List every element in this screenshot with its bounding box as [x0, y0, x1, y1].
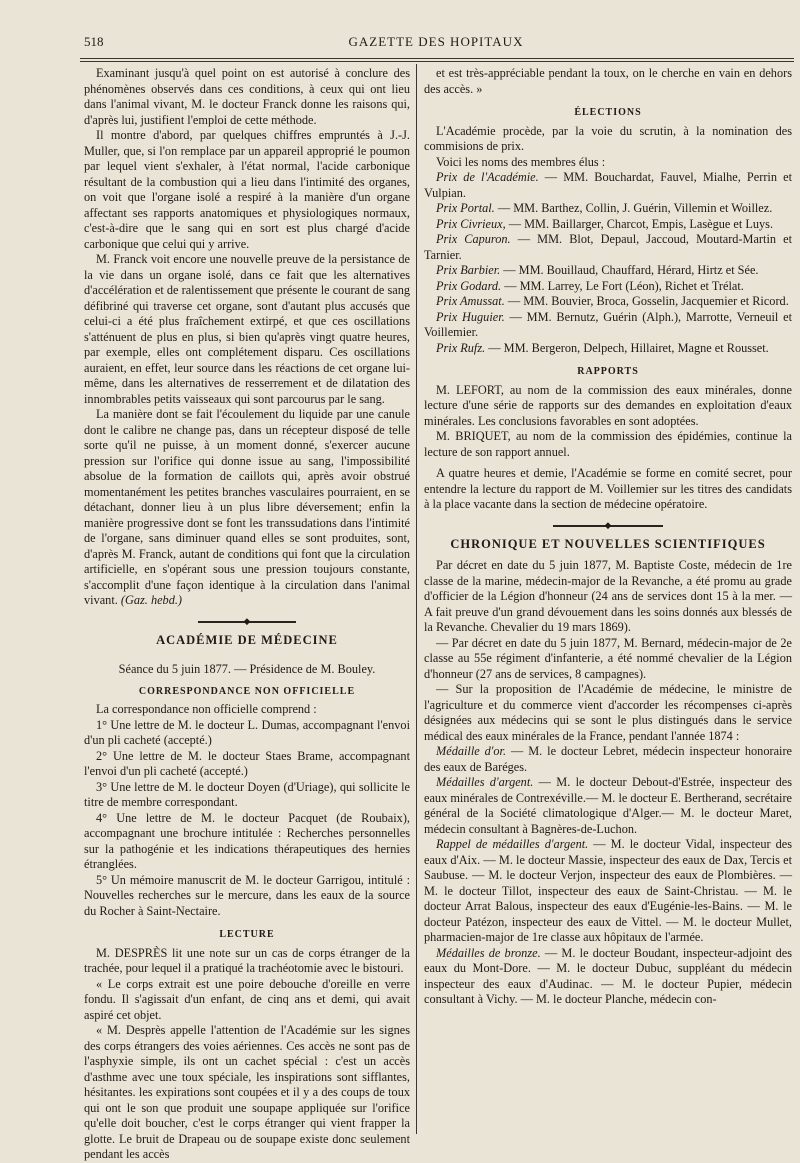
award-label: Rappel de médailles d'argent. — [436, 837, 589, 851]
paragraph: et est très-appréciable pendant la toux, on le cherche en vain en dehors des accès. » — [424, 66, 792, 96]
prize-entry — [424, 217, 792, 233]
award-entry — [424, 744, 792, 775]
paragraph: M. LEFORT, au nom de la commission des eaux minérales, donne lecture d'une série de rapports sur des demandes en exploitation d'eaux minérales. Les conclusions favorables en sont adoptées. — [424, 382, 792, 428]
paragraph-text: La manière dont se fait l'écoulement du liquide par une canule dont le calibre ne change pas, dans un récepteur disposé de telle sorte qu'il ne puisse, à un moment donné, s'exercer aucune pression sur l'orifice qui donne issue au sang, l'impossibilité absolue de la formation de caillots qui, après avoir obstrué momentanément les petites branches vasculaires pourraient, en se détachant, donner lieu à un plus libre déversement; enfin la manière progressive dont se font les transsudations dans l'intimité de l'organe, sans diminuer quand elles se sont produites, sont, d'après M. Franck, autant de conditions qui font que la circulation artificielle, en s'opérant sous une pression toujours constante, s'accomplit d'une façon identique à la circulation dans l'animal vivant. — [84, 407, 410, 607]
left-column — [84, 66, 410, 1163]
page-number: 518 — [84, 34, 104, 49]
prize-name: Prix Amussat. — [436, 294, 505, 308]
paragraph: L'Académie procède, par la voie du scrutin, à la nomination des commisions de prix. — [424, 123, 792, 153]
column-divider — [416, 64, 417, 1134]
subsection-title: RAPPORTS — [577, 366, 639, 377]
list-item: 5° Un mémoire manuscrit de M. le docteur Garrigou, intitulé : Nouvelles recherches sur le mercure, dans les eaux de la source du Rocher à Saint-Nectaire. — [84, 872, 410, 918]
prize-entry — [424, 310, 792, 341]
paragraph: A quatre heures et demie, l'Académie se forme en comité secret, pour entendre la lecture du rapport de M. Voillemier sur les titres des candidats à la place vacante dans la section de médecine opératoire. — [424, 466, 792, 511]
subsection-title: LECTURE — [219, 929, 275, 940]
paragraph — [84, 407, 410, 609]
award-entry — [424, 946, 792, 1008]
prize-entry — [424, 263, 792, 279]
source-citation: (Gaz. hebd.) — [120, 593, 183, 607]
prize-name: Prix Huguier. — [436, 309, 505, 324]
prize-members: — MM. Bergeron, Delpech, Hillairet, Magne et Rousset. — [488, 340, 769, 355]
list-item: 4° Une lettre de M. le docteur Pacquet (de Roubaix), accompagnant une brochure intitulée : Recherches personnelles sur la pathogénie et les indications thérapeutiques des hernies étranglées. — [84, 810, 410, 871]
prize-entry — [424, 201, 792, 217]
header-rule — [80, 58, 794, 59]
award-entry — [424, 837, 792, 946]
paragraph: « M. Desprès appelle l'attention de l'Académie sur les signes des corps étrangers des voies aériennes. Ces accès ne sont pas de l'asphyxie simple, ils ont un cachet spécial : c'est un accès d'asthme avec une toux spéciale, les inspirations sont sifflantes, hésitantes. les expirations sont coupées et il y a des coups de toux qui ont le son que produit une soupape appliquée sur l'orifice qu'elle doit boucher, c'est le corps étranger qui vient frapper la glotte. Le bruit de Drapeau ou de soupape existe donc seulement pendant les accès — [84, 1023, 410, 1161]
header-rule-2 — [80, 61, 794, 62]
subsection-title: CORRESPONDANCE NON OFFICIELLE — [138, 685, 356, 697]
right-column — [424, 66, 792, 1008]
prize-name: Prix Portal. — [436, 201, 495, 215]
paragraph: La correspondance non officielle comprend : — [96, 702, 317, 716]
award-label: Médaille d'or. — [436, 744, 507, 758]
session-line: Séance du 5 juin 1877. — Présidence de M. Bouley. — [118, 662, 376, 676]
prize-members: — MM. Baillarger, Charcot, Empis, Lasègue et Luys. — [508, 216, 774, 231]
prize-entry — [424, 294, 792, 310]
running-title: GAZETTE DES HOPITAUX — [348, 34, 524, 49]
prize-name: Prix Civrieux, — [436, 216, 506, 231]
paragraph: Par décret en date du 5 juin 1877, M. Baptiste Coste, médecin de 1re classe de la marine, médecin-major de la Revanche, a été promu au grade d'officier de la Légion d'honneur (24 ans de services dont 15 à la mer. — A fait preuve d'un grand dévouement dans les soins donnés aux blessés de la Revanche. Chevalier du 19 mars 1869). — [424, 558, 792, 634]
prize-entry — [424, 232, 792, 263]
prize-members: — MM. Bernutz, Guérin (Alph.), Marrotte, Verneuil et Voillemier. — [424, 309, 792, 339]
prize-name: Prix Capuron. — [436, 232, 511, 246]
prize-entry — [424, 341, 792, 357]
paragraph: Examinant jusqu'à quel point on est autorisé à conclure des phénomènes observés dans ces conditions, à ceux qui ont lieu dans l'animal vivant, M. le docteur Franck donne les raisons qui, d'après lui, justifient l'emploi de cette méthode. — [84, 66, 410, 127]
prize-members: — MM. Barthez, Collin, J. Guérin, Villemin et Woillez. — [497, 201, 773, 215]
award-text: — M. le docteur Lebret, médecin inspecteur honoraire des eaux de Baréges. — [424, 744, 793, 774]
paragraph: — Par décret en date du 5 juin 1877, M. Bernard, médecin-major de 2e classe au 55e régiment d'infanterie, a été nommé chevalier de la Légion d'honneur (27 ans de services, 8 campagnes). — [424, 635, 792, 681]
section-title: ACADÉMIE DE MÉDECINE — [156, 632, 338, 647]
prize-name: Prix Barbier. — [436, 263, 501, 277]
prize-name: Prix de l'Académie. — [436, 170, 539, 184]
prize-name: Prix Rufz. — [436, 340, 486, 355]
award-label: Médailles de bronze. — [436, 945, 541, 960]
prize-members: — MM. Larrey, Le Fort (Léon), Richet et Trélat. — [504, 278, 744, 293]
prize-members: — MM. Bouchardat, Fauvel, Mialhe, Perrin et Vulpian. — [424, 170, 792, 200]
award-text: — M. le docteur Debout-d'Estrée, inspecteur des eaux minérales de Contrexéville.— M. le docteur E. Bertherand, secrétaire général de la Société climatologique d'Alger.— M. le docteur Maret, médecin consultant à Bagnères-de-Luchon. — [424, 775, 792, 836]
prize-members: — MM. Bouillaud, Chauffard, Hérard, Hirtz et Sée. — [503, 263, 759, 277]
paragraph: « Le corps extrait est une poire debouche d'oreille en verre fondu. Il s'agissait d'un enfant, de cinq ans et demi, qui avait aspiré cet objet. — [84, 976, 410, 1022]
paragraph: — Sur la proposition de l'Académie de médecine, le ministre de l'agriculture et du commerce vient d'accorder les récompenses ci-après désignées aux médecins qui se sont le plus distingués dans le service médical des eaux minérales de la France, pendant l'année 1874 : — [424, 682, 792, 743]
award-entry — [424, 775, 792, 837]
list-item: 1° Une lettre de M. le docteur L. Dumas, accompagnant l'envoi d'un pli cacheté (accepté.) — [84, 717, 410, 747]
paragraph: M. BRIQUET, au nom de la commission des épidémies, continue la lecture de son rapport annuel. — [424, 429, 792, 459]
paragraph: M. Franck voit encore une nouvelle preuve de la persistance de la vie dans un organe isolé, dans ce fait que les alternatives d'accélération et de ralentissement que présente le courant de sang défibriné qui traverse cet organe, sont d'autant plus accusés que celui-ci a été plus fraîchement extirpé, et que ces oscillations s'atténuent de plus en plus, si bien qu'après vingt quatre heures, par exemple, elles ont complétement disparu. Ces oscillations auraient, en effet, leur source dans les réactions de cet organe lui-même, dans les alternatives de resserrement et de dilatation des innombrables petits vaisseaux qui sont parcourus par le sang. — [84, 252, 410, 406]
award-text: — M. le docteur Vidal, inspecteur des eaux d'Aix. — M. le docteur Massie, inspecteur des eaux de Dax, Tercis et Saubuse. — M. le docteur Verjon, inspecteur des eaux de Plombières. — M. le docteur Tillot, inspecteur des eaux de Saint-Christau. — M. le docteur Arrat Balous, inspecteur des eaux d'Eugénie-les-Bains. — M. le docteur Patézon, inspecteur des eaux de Vittel. — M. le docteur Mullet, pharmacien-major de 1re classe aux hôpitaux de l'armée. — [424, 837, 793, 944]
section-title: CHRONIQUE ET NOUVELLES SCIENTIFIQUES — [450, 536, 766, 551]
paragraph: Voici les noms des membres élus : — [436, 154, 606, 169]
prize-name: Prix Godard. — [436, 278, 502, 293]
section-ornament — [84, 615, 410, 627]
prize-members: — MM. Blot, Depaul, Jaccoud, Moutard-Martin et Tarnier. — [424, 232, 793, 262]
prize-entry — [424, 279, 792, 295]
prize-members: — MM. Bouvier, Broca, Gosselin, Jacquemier et Ricord. — [507, 294, 789, 308]
subsection-title: ÉLECTIONS — [574, 107, 642, 118]
section-ornament — [424, 519, 792, 531]
list-item: 2° Une lettre de M. le docteur Staes Brame, accompagnant l'envoi d'un pli cacheté (accepté.) — [84, 748, 410, 778]
paragraph: Il montre d'abord, par quelques chiffres empruntés à J.-J. Muller, que, si l'on remplace par un appareil approprié le poumon par lequel vient s'exhaler, à l'état normal, l'acide carbonique résultant de la combustion qui a lieu dans l'intimité des organes, on voit que l'organe isolé a respiré à la manière d'un organe affectant ses rapports anatomiques et physiologiques normaux, c'est-à-dire que le sang qui en sort est plus chargé d'acide carbonique que celui qui y arrive. — [84, 128, 410, 251]
prize-entry — [424, 170, 792, 201]
award-text: — M. le docteur Boudant, inspecteur-adjoint des eaux du Mont-Dore. — M. le docteur Dubuc, suppléant du médecin inspecteur des eaux d'Audinac. — M. le docteur Pupier, médecin consultant à Vichy. — M. le docteur Planche, médecin con- — [424, 945, 792, 1006]
list-item: 3° Une lettre de M. le docteur Doyen (d'Uriage), qui sollicite le titre de membre correspondant. — [84, 779, 410, 809]
paragraph: M. DESPRÈS lit une note sur un cas de corps étranger de la trachée, pour lequel il a pratiqué la trachéotomie avec le bistouri. — [84, 945, 410, 975]
page-header — [78, 30, 794, 52]
award-label: Médailles d'argent. — [436, 775, 534, 789]
